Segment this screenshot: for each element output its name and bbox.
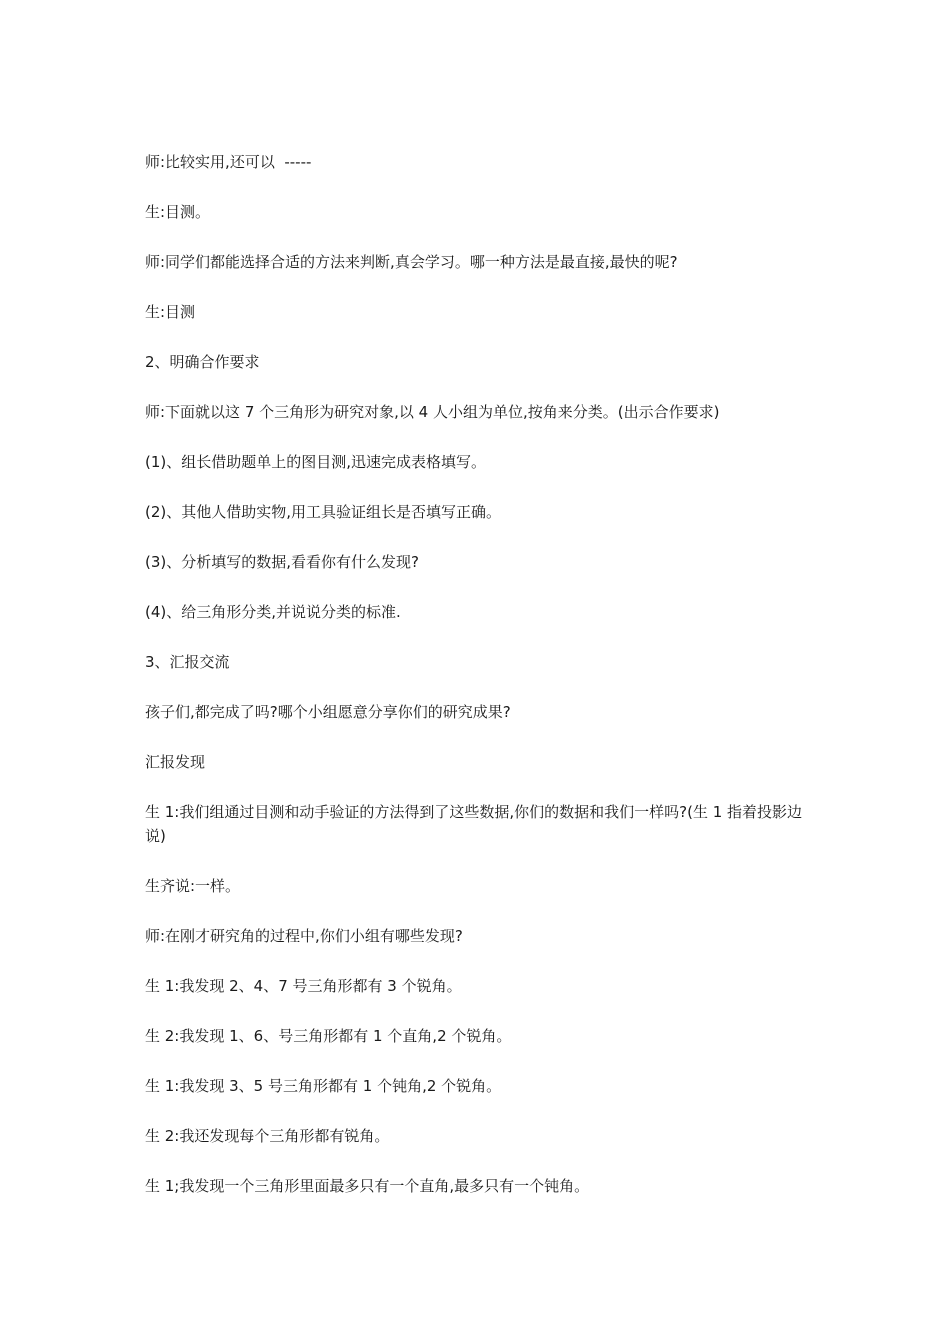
paragraph: 师:在刚才研究角的过程中,你们小组有哪些发现? bbox=[145, 927, 463, 945]
list-item: (2)、其他人借助实物,用工具验证组长是否填写正确。 bbox=[145, 503, 502, 521]
paragraph: 生:目测 bbox=[145, 303, 196, 321]
paragraph: 生 1;我发现一个三角形里面最多只有一个直角,最多只有一个钝角。 bbox=[145, 1177, 590, 1195]
paragraph: 生 2:我还发现每个三角形都有锐角。 bbox=[145, 1127, 390, 1145]
list-item: (4)、给三角形分类,并说说分类的标准. bbox=[145, 603, 401, 621]
paragraph: 师:同学们都能选择合适的方法来判断,真会学习。哪一种方法是最直接,最快的呢? bbox=[145, 253, 678, 271]
paragraph: 师:下面就以这 7 个三角形为研究对象,以 4 人小组为单位,按角来分类。(出示合作要求) bbox=[145, 403, 720, 421]
section-heading: 3、汇报交流 bbox=[145, 653, 230, 671]
paragraph: 生 1:我发现 3、5 号三角形都有 1 个钝角,2 个锐角。 bbox=[145, 1077, 502, 1095]
document-body bbox=[145, 150, 815, 1224]
list-item: (1)、组长借助题单上的图目测,迅速完成表格填写。 bbox=[145, 453, 487, 471]
paragraph: 师:比较实用,还可以 ----- bbox=[145, 153, 312, 171]
paragraph: 生齐说:一样。 bbox=[145, 877, 241, 895]
section-heading: 2、明确合作要求 bbox=[145, 353, 260, 371]
paragraph: 生 2:我发现 1、6、号三角形都有 1 个直角,2 个锐角。 bbox=[145, 1027, 512, 1045]
paragraph: 生 1:我发现 2、4、7 号三角形都有 3 个锐角。 bbox=[145, 977, 462, 995]
list-item: (3)、分析填写的数据,看看你有什么发现? bbox=[145, 553, 419, 571]
paragraph: 生:目测。 bbox=[145, 203, 211, 221]
paragraph: 生 1:我们组通过目测和动手验证的方法得到了这些数据,你们的数据和我们一样吗?(生 1 指着投影边说) bbox=[145, 803, 803, 845]
paragraph: 汇报发现 bbox=[145, 753, 206, 771]
paragraph: 孩子们,都完成了吗?哪个小组愿意分享你们的研究成果? bbox=[145, 703, 511, 721]
